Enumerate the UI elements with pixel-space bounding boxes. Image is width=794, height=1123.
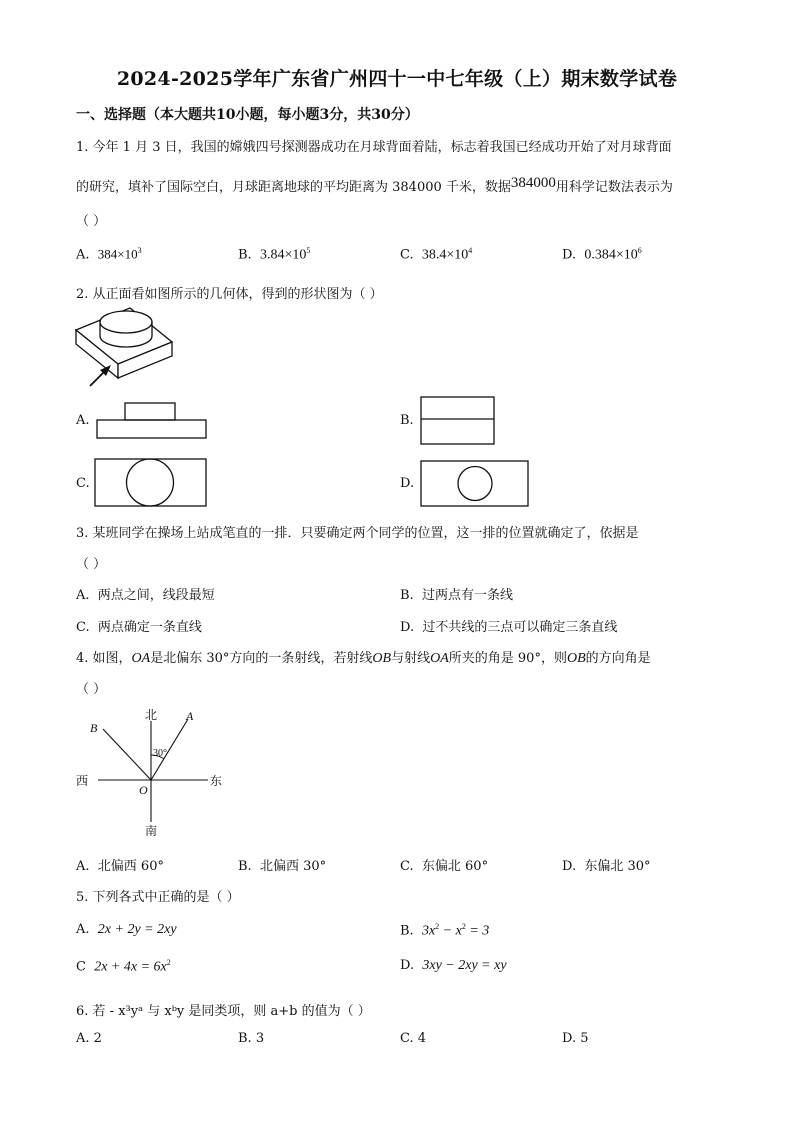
page-title: 2024-2025学年广东省广州四十一中七年级（上）期末数学试卷	[116, 68, 678, 90]
q3-option-a: A. 两点之间，线段最短	[76, 588, 215, 603]
q3-option-b: B. 过两点有一条线	[400, 588, 513, 603]
q2-option-c-figure	[94, 458, 208, 508]
north-label: 北	[145, 708, 158, 722]
q4-option-c: C. 东偏北 60°	[400, 859, 489, 874]
point-a-label: A	[186, 709, 194, 723]
q6-option-b: B. 3	[238, 1031, 265, 1046]
q6-option-d: D. 5	[562, 1031, 589, 1046]
q6-option-a: A. 2	[76, 1031, 102, 1046]
point-o-label: O	[139, 783, 148, 797]
q1-line2	[76, 176, 673, 196]
east-label: 东	[210, 774, 223, 788]
west-label: 西	[76, 774, 89, 788]
q1-line2b: 用科学记数法表示为	[555, 180, 673, 195]
q1-line2a: 的研究，填补了国际空白，月球距离地球的平均距离为 384000 千米，数据	[76, 180, 511, 195]
q2-label-d: D.	[400, 476, 415, 491]
q2-label-c: C.	[76, 476, 90, 491]
q4-compass-figure	[70, 705, 230, 840]
q1-option-c: C. $38.4\times 10^4$	[400, 246, 473, 263]
q2-label-b: B.	[400, 413, 414, 428]
q3-paren: （ ）	[76, 557, 107, 572]
q2-option-d-figure	[420, 460, 530, 508]
q1-paren: （ ）	[76, 214, 107, 229]
q5-stem: 5. 下列各式中正确的是（ ）	[76, 890, 240, 905]
q2-option-b-figure	[420, 396, 496, 446]
q5-option-c: C $2x + 4x = 6x^2$	[76, 958, 171, 975]
q2-option-a-figure	[96, 402, 208, 440]
angle-label: 30°	[153, 748, 167, 759]
south-label: 南	[145, 824, 158, 838]
q1-number: 384000	[510, 175, 556, 191]
q1-option-a: A. $384\times 10^3$	[76, 246, 142, 263]
q2-stem: 2. 从正面看如图所示的几何体，得到的形状图为（ ）	[76, 287, 383, 302]
q4-stem: 4. 如图，OA是北偏东 30°方向的一条射线，若射线OB与射线OA所夹的角是 90°，则OB的方向角是	[76, 651, 651, 666]
q2-label-a: A.	[76, 413, 90, 428]
q3-option-c: C. 两点确定一条直线	[76, 620, 202, 635]
section-heading: 一、选择题（本大题共10小题，每小题3分，共30分）	[76, 107, 419, 123]
q3-stem: 3. 某班同学在操场上站成笔直的一排．只要确定两个同学的位置，这一排的位置就确定了，依据是	[76, 526, 639, 541]
q1-option-d: D. $0.384\times 10^6$	[562, 246, 642, 263]
q1-line1: 1. 今年 1 月 3 日，我国的嫦娥四号探测器成功在月球背面着陆，标志着我国已经成功开始了对月球背面	[76, 140, 672, 155]
q6-stem: 6. 若 - x³yᵃ 与 xᵇy 是同类项，则 a+b 的值为（ ）	[76, 1004, 371, 1019]
q1-option-b: B. $3.84\times 10^5$	[238, 246, 311, 263]
q4-option-d: D. 东偏北 30°	[562, 859, 651, 874]
q4-option-a: A. 北偏西 60°	[76, 859, 164, 874]
q4-option-b: B. 北偏西 30°	[238, 859, 327, 874]
point-b-label: B	[90, 721, 98, 735]
q5-option-a: A. 2x + 2y = 2xy	[76, 922, 177, 937]
q3-option-d: D. 过不共线的三点可以确定三条直线	[400, 620, 618, 635]
q2-solid-figure	[70, 302, 180, 390]
q5-option-d: D. 3xy − 2xy = xy	[400, 958, 507, 973]
q4-paren: （ ）	[76, 682, 107, 697]
q5-option-b: B. $3x^2 - x^2 = 3$	[400, 922, 490, 939]
q6-option-c: C. 4	[400, 1031, 427, 1046]
